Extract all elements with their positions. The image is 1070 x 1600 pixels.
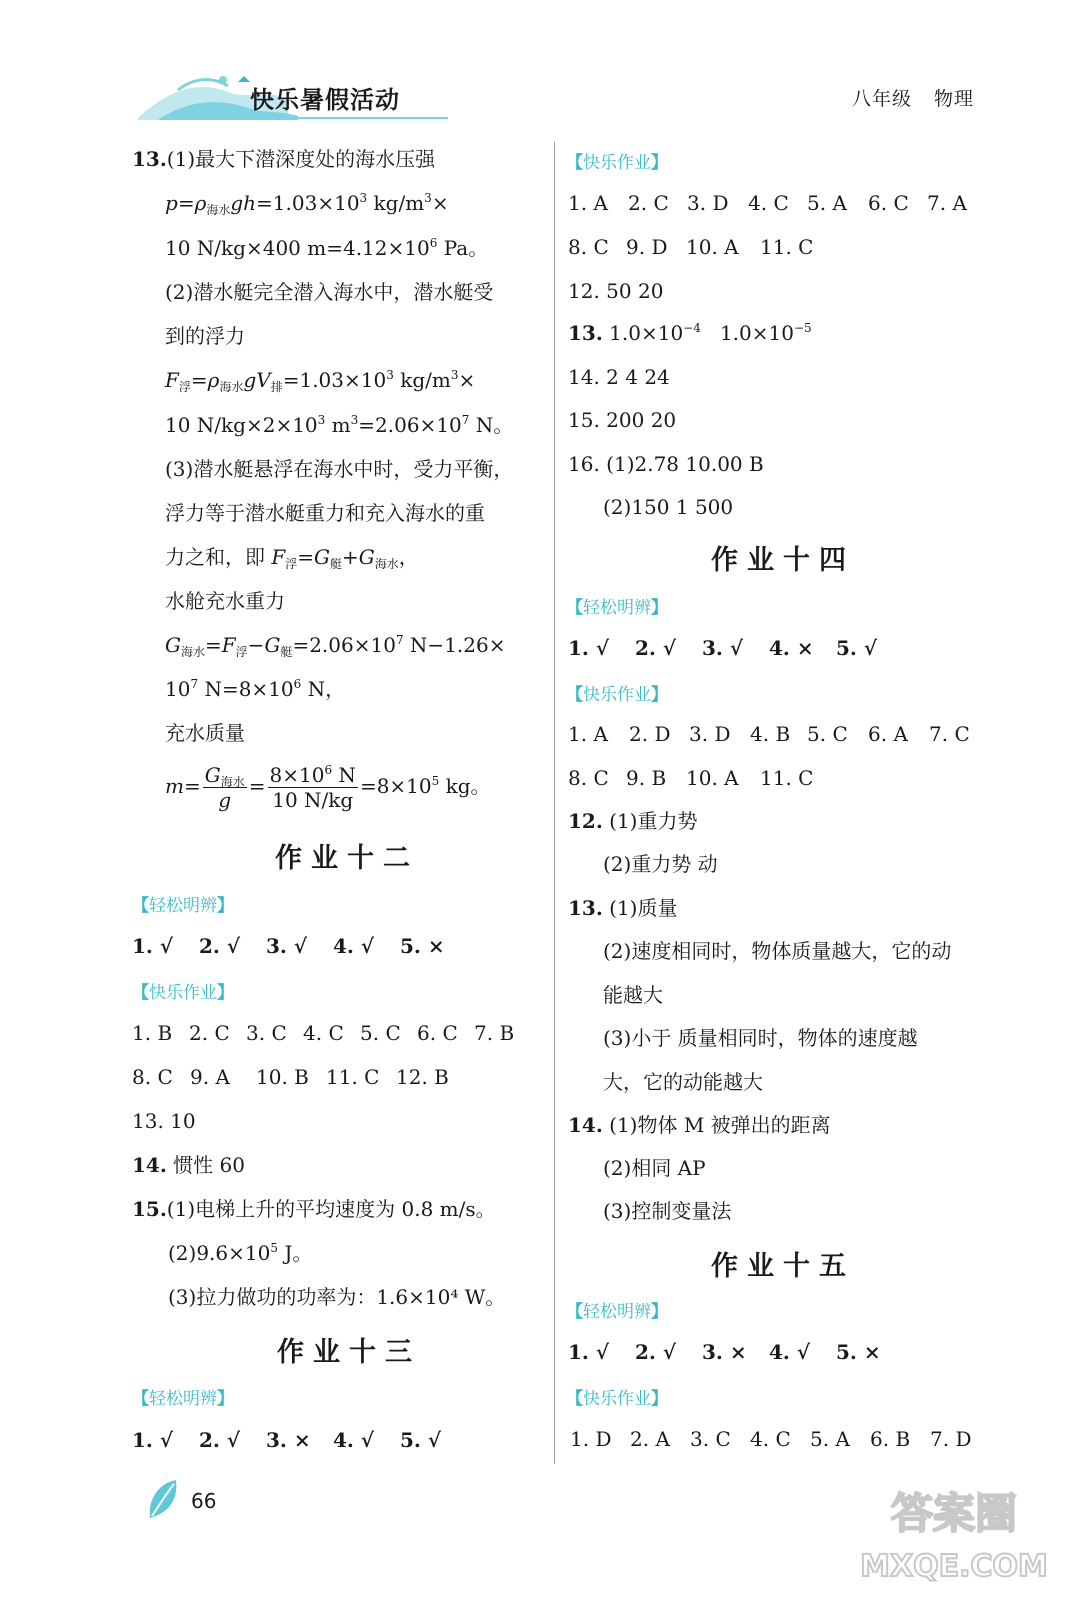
hw15-mc-row1 bbox=[570, 1427, 971, 1451]
answer: 7. C bbox=[929, 722, 970, 746]
hw12-q15-part1: 15.(1)电梯上升的平均速度为 0.8 m/s。 bbox=[132, 1197, 496, 1221]
hw14-tag-happy: 【快乐作业】 bbox=[566, 685, 668, 705]
answer: 1. A bbox=[568, 191, 608, 215]
answer: 9. D bbox=[626, 235, 668, 259]
answer: 6. A bbox=[868, 722, 908, 746]
hw14-q13-part2-cont: 能越大 bbox=[603, 983, 663, 1007]
hw14-q14-part1: 14. (1)物体 M 被弹出的距离 bbox=[568, 1113, 831, 1137]
left-q13-part3-cont: 浮力等于潜水艇重力和充入海水的重 bbox=[165, 501, 485, 525]
right-q14: 14. 2 4 24 bbox=[568, 365, 670, 389]
hw14-q13-part3: (3)小于 质量相同时，物体的速度越 bbox=[603, 1026, 918, 1050]
left-q13-mass-label: 充水质量 bbox=[165, 721, 245, 745]
hw14-q12-part2: (2)重力势 动 bbox=[603, 852, 718, 876]
hw14-mc-row1 bbox=[568, 722, 970, 746]
answer: 1. D bbox=[570, 1427, 612, 1451]
answer: 6. B bbox=[870, 1427, 911, 1451]
hw13-tag-easy: 【轻松明辨】 bbox=[132, 1389, 234, 1409]
answer: 4. C bbox=[748, 191, 789, 215]
hw15-tag-easy: 【轻松明辨】 bbox=[566, 1302, 668, 1322]
answer: 3. D bbox=[687, 191, 729, 215]
answer: 1. √ bbox=[568, 636, 609, 660]
answer: 10. A bbox=[686, 766, 739, 790]
answer: 3. C bbox=[246, 1021, 287, 1045]
answer: 2. √ bbox=[635, 636, 676, 660]
watermark-bottom-text: MXQE.COM bbox=[860, 1549, 1048, 1584]
answer: 4. √ bbox=[333, 934, 374, 958]
answer: 1. B bbox=[132, 1021, 173, 1045]
answer: 8. C bbox=[568, 235, 609, 259]
header-grade-subject bbox=[852, 84, 974, 111]
left-q13-formula-mass: m= $\frac{G_{海水}}{g}$ = $\frac{8\times 10^6 N}{10 N/kg}$ $=8\times 10^5$ kg。 bbox=[165, 763, 491, 812]
hw15-easy-answers bbox=[568, 1340, 881, 1364]
answer: 2. √ bbox=[199, 934, 240, 958]
left-q13-part3: (3)潜水艇悬浮在海水中时，受力平衡， bbox=[165, 457, 514, 481]
answer: 1. √ bbox=[568, 1340, 609, 1364]
answer: 8. C bbox=[568, 766, 609, 790]
page-number: 66 bbox=[191, 1489, 217, 1513]
hw14-q13-part2: (2)速度相同时，物体质量越大，它的动 bbox=[603, 939, 952, 963]
answer: 1. √ bbox=[132, 1428, 173, 1452]
answer: 2. √ bbox=[635, 1340, 676, 1364]
left-q13-formula-pressure: $p=\rho_{海水}gh=1.03\times 10^3$ $kg/m^3\times$ bbox=[165, 191, 449, 217]
hw12-tag-happy: 【快乐作业】 bbox=[132, 983, 234, 1003]
hw14-q13-part1: 13. (1)质量 bbox=[568, 896, 678, 920]
answer: 6. C bbox=[417, 1021, 458, 1045]
left-q13-formula-balance: 力之和，即 $F_浮=G_艇+G_{海水}$， bbox=[165, 545, 419, 571]
hw12-mc-row2 bbox=[132, 1065, 449, 1089]
left-q13-part1: (1)最大下潜深度处的海水压强 bbox=[166, 147, 436, 171]
answer: 4. √ bbox=[769, 1340, 810, 1364]
answer: 5. √ bbox=[400, 1428, 441, 1452]
answer: 1. A bbox=[568, 722, 608, 746]
left-q13-formula-buoyancy: $F_浮=\rho_{海水}gV_排=1.03\times 10^3$ $kg/m^3\times$ bbox=[165, 368, 476, 394]
right-q13: 13. $1.0\times 10^{-4}$ $1.0\times 10^{-5}$ bbox=[568, 321, 812, 345]
answer: 3. √ bbox=[266, 934, 307, 958]
hw12-q15-part3: (3)拉力做功的功率为：1.6×10⁴ W。 bbox=[168, 1285, 506, 1309]
right-q15: 15. 200 20 bbox=[568, 408, 677, 432]
answer: 11. C bbox=[326, 1065, 380, 1089]
answer: 3. √ bbox=[702, 636, 743, 660]
left-q13-water-weight-label: 水舱充水重力 bbox=[165, 589, 285, 613]
answer: 3. × bbox=[702, 1340, 747, 1364]
answer: 3. C bbox=[690, 1427, 731, 1451]
hw12-mc-row1 bbox=[132, 1021, 514, 1045]
answer: 4. B bbox=[750, 722, 791, 746]
answer: 2. C bbox=[189, 1021, 230, 1045]
answer: 4. C bbox=[303, 1021, 344, 1045]
answer: 12. B bbox=[396, 1065, 449, 1089]
right-q16-part2: (2)150 1 500 bbox=[603, 495, 734, 519]
column-divider bbox=[554, 142, 555, 1464]
left-q13-formula-buoyancy-2: 10 $N/kg\times 2\times 10^3$ $m^3=2.06\times 10^7$ N。 bbox=[165, 413, 514, 437]
answer: 5. √ bbox=[836, 636, 877, 660]
left-q13-number: 13. bbox=[132, 147, 167, 171]
hw14-q12-part1: 12. (1)重力势 bbox=[568, 809, 698, 833]
hw14-q13-part3-cont: 大，它的动能越大 bbox=[603, 1070, 763, 1094]
hw12-easy-answers bbox=[132, 934, 445, 958]
left-q13-part2: (2)潜水艇完全潜入海水中，潜水艇受 bbox=[165, 280, 494, 304]
right-q16-part1: 16. (1)2.78 10.00 B bbox=[568, 452, 764, 476]
answer: 5. × bbox=[400, 934, 445, 958]
hw14-tag-easy: 【轻松明辨】 bbox=[566, 598, 668, 618]
header-subject: 物理 bbox=[933, 88, 974, 110]
right-tag-happy: 【快乐作业】 bbox=[566, 153, 668, 173]
answer: 7. B bbox=[474, 1021, 515, 1045]
answer: 5. C bbox=[807, 722, 848, 746]
hw15-tag-happy: 【快乐作业】 bbox=[566, 1389, 668, 1409]
hw12-q15-part2: $(2)9.6\times 10^5$ J。 bbox=[168, 1241, 313, 1265]
hw14-title: 作业十四 bbox=[711, 545, 855, 576]
right-mc-row1 bbox=[568, 191, 967, 215]
answer: 11. C bbox=[760, 235, 814, 259]
header-grade: 八年级 bbox=[851, 88, 912, 110]
hw13-easy-answers bbox=[132, 1428, 441, 1452]
answer: 4. C bbox=[750, 1427, 791, 1451]
left-q13-part2-cont: 到的浮力 bbox=[165, 324, 245, 348]
right-q12: 12. 50 20 bbox=[568, 279, 664, 303]
answer: 3. D bbox=[689, 722, 731, 746]
hw12-title: 作业十二 bbox=[275, 843, 419, 874]
answer: 9. B bbox=[626, 766, 667, 790]
answer: 5. A bbox=[807, 191, 847, 215]
hw14-easy-answers bbox=[568, 636, 877, 660]
header-title: 快乐暑假活动 bbox=[250, 86, 400, 114]
answer: 5. A bbox=[810, 1427, 850, 1451]
watermark-top-text: 答案圈 bbox=[890, 1489, 1018, 1538]
answer: 9. A bbox=[190, 1065, 230, 1089]
answer: 2. √ bbox=[199, 1428, 240, 1452]
answer: 2. A bbox=[630, 1427, 670, 1451]
left-q13-line1 bbox=[132, 147, 435, 171]
answer: 3. × bbox=[266, 1428, 311, 1452]
page-corner-leaf-icon bbox=[146, 1478, 182, 1522]
right-mc-row2 bbox=[568, 235, 813, 259]
answer: 7. D bbox=[930, 1427, 972, 1451]
answer: 8. C bbox=[132, 1065, 173, 1089]
answer: 2. D bbox=[629, 722, 671, 746]
answer: 11. C bbox=[760, 766, 814, 790]
answer: 5. × bbox=[836, 1340, 881, 1364]
answer: 10. A bbox=[686, 235, 739, 259]
left-q13-formula-pressure-2: 10 N/kg×400 $m=4.12\times 10^6$ Pa。 bbox=[165, 236, 489, 260]
left-q13-formula-water-weight: $G_{海水}=F_浮-G_艇=2.06\times 10^7$ N−1.26× bbox=[165, 633, 506, 659]
answer: 6. C bbox=[868, 191, 909, 215]
hw15-title: 作业十五 bbox=[711, 1251, 855, 1282]
hw12-q13: 13. 10 bbox=[132, 1109, 196, 1133]
answer: 5. C bbox=[360, 1021, 401, 1045]
left-q13-formula-water-weight-2: $10^7$ $N=8\times 10^6$ N， bbox=[165, 677, 346, 701]
answer: 4. × bbox=[769, 636, 814, 660]
answer: 1. √ bbox=[132, 934, 173, 958]
hw14-q14-part3: (3)控制变量法 bbox=[603, 1199, 732, 1223]
answer: 10. B bbox=[256, 1065, 309, 1089]
hw12-q14: 14. 惯性 60 bbox=[132, 1153, 245, 1177]
hw12-tag-easy: 【轻松明辨】 bbox=[132, 896, 234, 916]
hw14-mc-row2 bbox=[568, 766, 813, 790]
watermark-logo bbox=[860, 1476, 1048, 1586]
answer: 7. A bbox=[927, 191, 967, 215]
hw14-q14-part2: (2)相同 AP bbox=[603, 1156, 706, 1180]
answer: 2. C bbox=[628, 191, 669, 215]
answer: 4. √ bbox=[333, 1428, 374, 1452]
hw13-title: 作业十三 bbox=[277, 1337, 421, 1368]
